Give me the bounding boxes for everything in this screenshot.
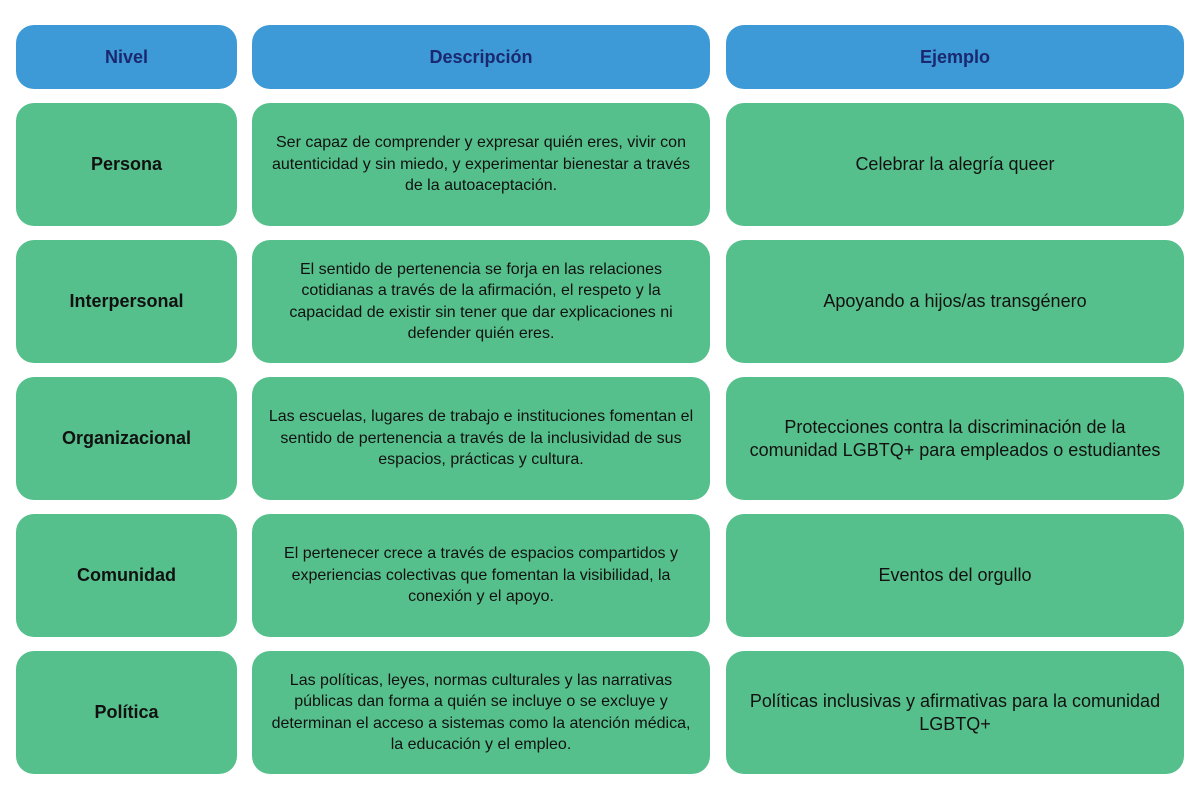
header-level bbox=[16, 25, 237, 89]
description-cell-persona bbox=[252, 103, 710, 226]
example-cell-organizacional bbox=[726, 377, 1184, 500]
description-cell-politica bbox=[252, 651, 710, 774]
level-label: Interpersonal bbox=[69, 291, 184, 311]
header-level-label: Nivel bbox=[104, 46, 149, 67]
description-text: Las políticas, leyes, normas culturales y las narrativas públicas dan forma a quién se incluye o se excluye y determinan el acceso a sistemas como la atención médica, la educación y el empleo. bbox=[271, 671, 691, 753]
example-cell-persona bbox=[726, 103, 1184, 226]
description-cell-organizacional bbox=[252, 377, 710, 500]
example-cell-interpersonal bbox=[726, 240, 1184, 363]
header-description bbox=[252, 25, 710, 89]
level-label: Organizacional bbox=[61, 428, 192, 448]
level-label: Comunidad bbox=[77, 565, 176, 585]
header-description-label: Descripción bbox=[429, 46, 533, 67]
example-text: Protecciones contra la discriminación de la comunidad LGBTQ+ para empleados o estudiantes bbox=[749, 416, 1161, 460]
level-cell-politica bbox=[16, 651, 237, 774]
description-cell-interpersonal bbox=[252, 240, 710, 363]
level-cell-interpersonal bbox=[16, 240, 237, 363]
level-cell-persona bbox=[16, 103, 237, 226]
description-text: Las escuelas, lugares de trabajo e instituciones fomentan el sentido de pertenencia a través de la inclusividad de sus espacios, prácticas y cultura. bbox=[268, 408, 694, 469]
example-text: Eventos del orgullo bbox=[878, 565, 1032, 585]
description-cell-comunidad bbox=[252, 514, 710, 637]
level-cell-comunidad bbox=[16, 514, 237, 637]
example-text: Políticas inclusivas y afirmativas para la comunidad LGBTQ+ bbox=[749, 690, 1161, 734]
level-label: Persona bbox=[90, 154, 163, 174]
example-text: Celebrar la alegría queer bbox=[855, 154, 1055, 174]
level-label: Política bbox=[94, 702, 159, 722]
example-cell-comunidad bbox=[726, 514, 1184, 637]
description-text: El pertenecer crece a través de espacios compartidos y experiencias colectivas que fomentan la visibilidad, la conexión y el apoyo. bbox=[284, 545, 678, 606]
example-text: Apoyando a hijos/as transgénero bbox=[823, 291, 1087, 311]
header-example bbox=[726, 25, 1184, 89]
level-cell-organizacional bbox=[16, 377, 237, 500]
example-cell-politica bbox=[726, 651, 1184, 774]
description-text: El sentido de pertenencia se forja en las relaciones cotidianas a través de la afirmación, el respeto y la capacidad de existir sin tener que dar explicaciones ni defender quién eres. bbox=[289, 260, 673, 342]
header-example-label: Ejemplo bbox=[919, 46, 990, 67]
description-text: Ser capaz de comprender y expresar quién eres, vivir con autenticidad y sin miedo, y experimentar bienestar a través de la autoaceptación. bbox=[272, 134, 690, 195]
